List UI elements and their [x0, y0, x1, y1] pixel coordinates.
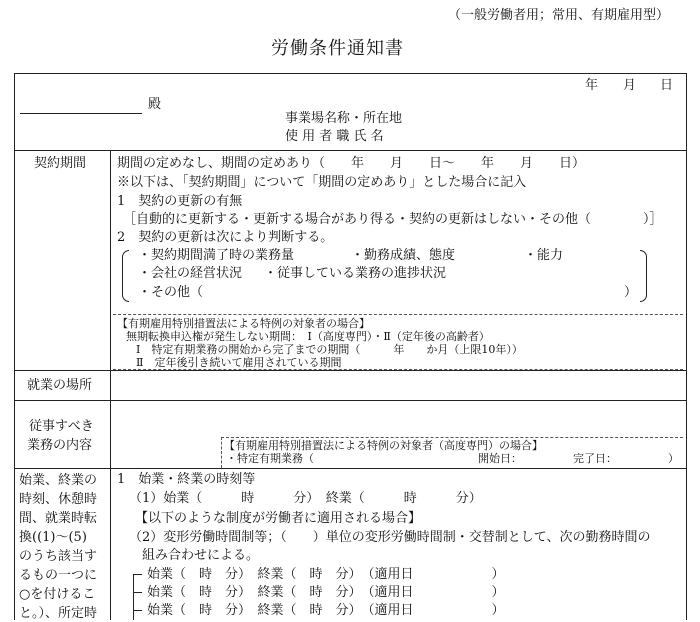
hours-label-2: 時刻、休憩時 [19, 492, 98, 507]
hours-item1-title: 1 始業・終業の時刻等 [117, 472, 256, 487]
date-day: 日 [660, 78, 674, 93]
hours-label-7: ○を付けるこ [19, 587, 96, 602]
duties-start-date-label: 開始日： [478, 452, 522, 465]
hours-variable-system-cont: 組み合わせによる。 [142, 548, 260, 563]
employer-name-label: 使 用 者 職 氏 名 [285, 129, 384, 144]
form-type-note: （一般労働者用；常用、有期雇用型） [448, 8, 670, 23]
special-measures-type2: Ⅱ 定年後引き続いて雇用されている期間 [136, 356, 342, 369]
hours-system-note: 【以下のような制度が労働者に適用される場合】 [135, 511, 422, 526]
duties-special-box-top [221, 437, 683, 438]
duties-special-title: 【有期雇用特別措置法による特例の対象者（高度専門）の場合】 [224, 439, 543, 452]
renewal-options: ［自動的に更新する・更新する場合があり得る・契約の更新はしない・その他（ ）］ [123, 212, 663, 227]
shift-row: 始業（ 時 分） 終業（ 時 分） （適用日 ） [147, 603, 505, 618]
criteria-business-condition: ・会社の経営状況 [138, 266, 243, 281]
addressee-honorific: 殿 [148, 97, 162, 112]
right-brace [640, 250, 647, 302]
row-divider [14, 468, 687, 469]
criteria-ability: ・能力 [524, 248, 564, 263]
contract-period-line: 期間の定めなし、期間の定めあり（ 年 月 日～ 年 月 日） [117, 156, 586, 171]
special-measures-period: 無期転換申込権が発生しない期間： Ⅰ（高度専門）・Ⅱ（定年後の高齢者） [126, 330, 490, 343]
hours-label-1: 始業、終業の [19, 473, 98, 488]
duties-label-line1: 従事すべき [29, 419, 94, 434]
duties-close-paren: ） [668, 452, 679, 465]
duties-special-box-left [221, 437, 222, 468]
hours-start-end: （1）始業（ 時 分） 終業（ 時 分） [129, 491, 482, 506]
contract-period-label: 契約期間 [34, 156, 87, 171]
table-left-border [14, 73, 15, 620]
hours-variable-system: （2）変形労働時間制等；（ ）単位の変形労働時間制・交替制として、次の勤務時間の [129, 530, 651, 545]
contract-note: ※以下は、「契約期間」について「期間の定めあり」とした場合に記入 [117, 175, 527, 190]
hours-label-5: のうち該当す [19, 549, 98, 564]
shift-bracket-tick [133, 610, 142, 611]
shift-bracket [133, 574, 134, 620]
hours-label-3: 間、就業時転 [19, 511, 98, 526]
hours-label-6: るもの一つに [19, 568, 98, 583]
criteria-performance: ・勤務成績、態度 [351, 248, 456, 263]
left-brace [122, 250, 129, 302]
special-box-top [113, 314, 683, 315]
workplace-label: 就業の場所 [27, 378, 93, 393]
date-year: 年 [585, 78, 599, 93]
shift-row: 始業（ 時 分） 終業（ 時 分） （適用日 ） [147, 585, 505, 600]
workplace-name-label: 事業場名称・所在地 [285, 111, 403, 126]
hours-label-8: と。）、所定時 [19, 606, 98, 621]
hours-label-4: 換((1)～(5) [19, 530, 87, 545]
criteria-progress: ・従事している業務の進捗状況 [264, 266, 447, 281]
row-divider [14, 400, 687, 401]
criteria-other-close: ） [624, 285, 638, 300]
label-column-divider [110, 150, 111, 620]
row-divider [14, 150, 687, 151]
special-measures-type1: Ⅰ 特定有期業務の開始から完了までの期間（ 年 か月（上限10年）） [136, 343, 523, 356]
shift-bracket-tick [133, 592, 142, 593]
document-title: 労働条件通知書 [271, 38, 404, 59]
criteria-workload: ・契約期間満了時の業務量 [138, 248, 295, 263]
table-top-border [14, 73, 687, 74]
table-right-border [686, 73, 687, 620]
renewal-item-title: 1 契約の更新の有無 [117, 194, 243, 209]
criteria-other: ・その他（ [138, 285, 204, 300]
duties-end-date-label: 完了日： [573, 452, 617, 465]
date-month: 月 [623, 78, 637, 93]
addressee-line [20, 113, 142, 114]
duties-label-line2: 業務の内容 [27, 438, 93, 453]
duties-special-task: ・特定有期業務（ [226, 452, 314, 465]
row-divider [14, 370, 687, 371]
special-measures-title: 【有期雇用特別措置法による特例の対象者の場合】 [117, 317, 370, 330]
shift-row: 始業（ 時 分） 終業（ 時 分） （適用日 ） [147, 567, 505, 582]
renewal-criteria-title: 2 契約の更新は次により判断する。 [117, 230, 334, 245]
shift-bracket-tick [133, 574, 142, 575]
